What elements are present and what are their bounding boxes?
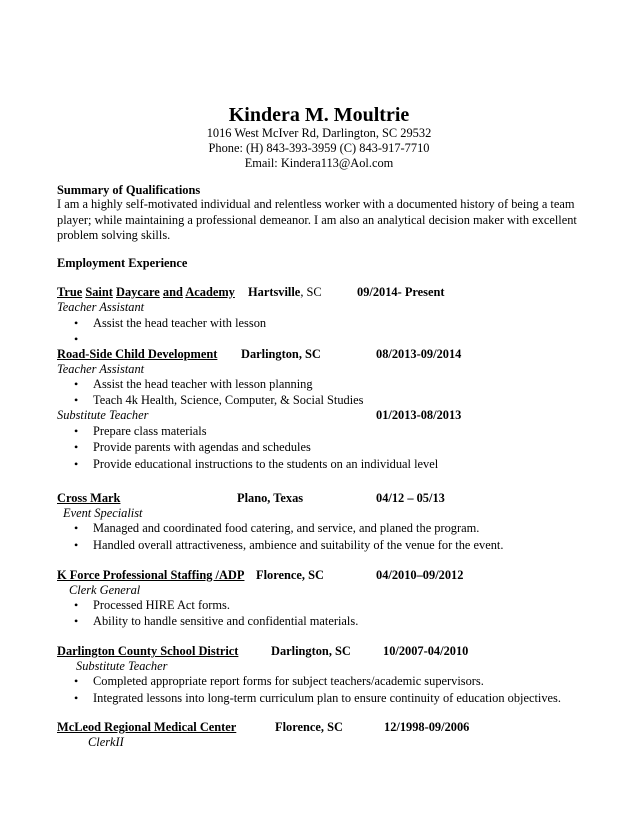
job-dates: 01/2013-08/2013 — [376, 408, 462, 422]
job-org: K Force Professional Staffing /ADP — [57, 568, 245, 582]
job-dates: 12/1998-09/2006 — [384, 720, 470, 734]
job-org: Darlington County School District — [57, 644, 239, 658]
bullet-icon — [74, 538, 82, 544]
job-bullet: Handled overall attractiveness, ambience and suitability of the venue for the event. — [93, 538, 504, 552]
bullet-icon — [74, 377, 82, 383]
org-word: Daycare — [116, 285, 160, 299]
job-dates: 04/12 – 05/13 — [376, 491, 445, 505]
job-bullet: Processed HIRE Act forms. — [93, 598, 230, 612]
job-location: Plano, Texas — [237, 491, 304, 505]
bullet-icon — [74, 691, 82, 697]
job-state: , SC — [300, 285, 322, 299]
summary-text: I am a highly self-motivated individual and relentless worker with a documented history of being a team player; while maintaining a professional demeanor. I am also an analytical decision maker with excellent problem solving skills. — [57, 197, 577, 242]
bullet-icon — [74, 332, 82, 338]
job-role: Event Specialist — [63, 506, 143, 520]
job-bullet: Teach 4k Health, Science, Computer, & Social Studies — [93, 393, 364, 407]
job-dates: 10/2007-04/2010 — [383, 644, 469, 658]
org-word: Academy — [185, 285, 235, 299]
job-dates: 04/2010–09/2012 — [376, 568, 464, 582]
job-dates: 09/2014- Present — [357, 285, 445, 299]
employment-heading: Employment Experience — [57, 256, 188, 270]
org-word: and — [162, 285, 183, 299]
org-word: True — [57, 285, 83, 299]
job-org: Cross Mark — [57, 491, 121, 505]
job-role: Substitute Teacher — [57, 408, 149, 422]
job-bullet: Provide educational instructions to the students on an individual level — [93, 457, 439, 471]
job-role: Clerk General — [69, 583, 141, 597]
bullet-icon — [74, 674, 82, 680]
job-role: Teacher Assistant — [57, 300, 145, 314]
phone-line: Phone: (H) 843-393-3959 (C) 843-917-7710 — [208, 141, 430, 155]
bullet-icon — [74, 521, 82, 527]
job-location — [248, 285, 322, 300]
job-bullet: Assist the head teacher with lesson — [93, 316, 267, 330]
job-role: ClerkII — [88, 735, 124, 749]
job-org: McLeod Regional Medical Center — [57, 720, 237, 734]
job-location: Darlington, SC — [241, 347, 321, 361]
bullet-icon — [74, 393, 82, 399]
job-location: Florence, SC — [256, 568, 324, 582]
job-role: Substitute Teacher — [76, 659, 168, 673]
job-dates: 08/2013-09/2014 — [376, 347, 462, 361]
summary-heading: Summary of Qualifications — [57, 183, 201, 197]
bullet-icon — [74, 424, 82, 430]
job-bullet: Provide parents with agendas and schedules — [93, 440, 311, 454]
job-location: Darlington, SC — [271, 644, 351, 658]
job-bullet: Integrated lessons into long-term curriculum plan to ensure continuity of education objectives. — [93, 691, 561, 705]
applicant-name: Kindera M. Moultrie — [228, 104, 410, 126]
bullet-icon — [74, 316, 82, 322]
job-bullet: Ability to handle sensitive and confidential materials. — [93, 614, 359, 628]
job-location: Florence, SC — [275, 720, 343, 734]
bullet-icon — [74, 614, 82, 620]
org-word: Saint — [85, 285, 113, 299]
address-line: 1016 West McIver Rd, Darlington, SC 29532 — [206, 126, 432, 140]
job-bullet: Managed and coordinated food catering, and service, and planed the program. — [93, 521, 480, 535]
job-header-true-saint — [57, 285, 235, 300]
job-org: Road-Side Child Development — [57, 347, 218, 361]
bullet-icon — [74, 440, 82, 446]
job-city: Hartsville — [248, 285, 301, 299]
job-bullet: Prepare class materials — [93, 424, 207, 438]
bullet-icon — [74, 598, 82, 604]
job-bullet: Completed appropriate report forms for subject teachers/academic supervisors. — [93, 674, 484, 688]
email-line: Email: Kindera113@Aol.com — [244, 156, 394, 170]
job-role: Teacher Assistant — [57, 362, 145, 376]
bullet-icon — [74, 457, 82, 463]
job-bullet: Assist the head teacher with lesson planning — [93, 377, 313, 391]
